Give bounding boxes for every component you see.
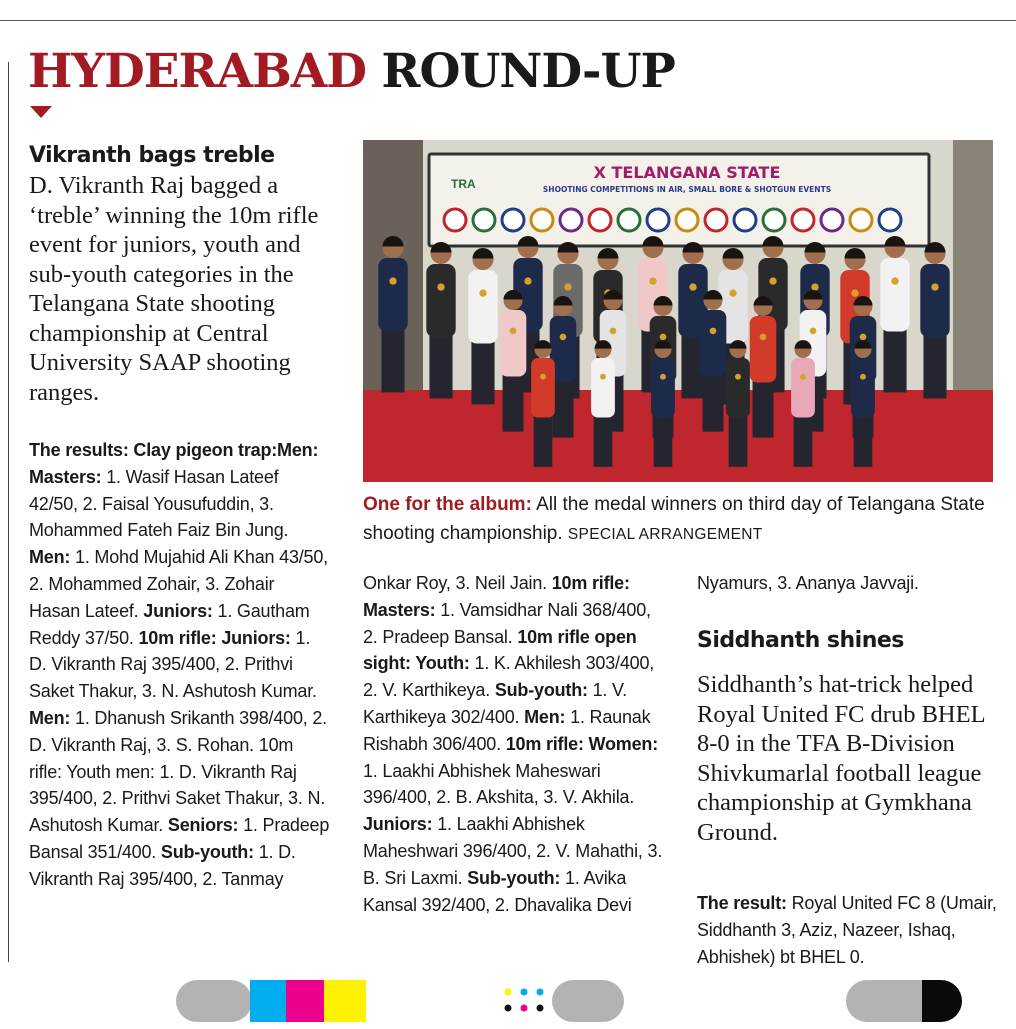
group-photo-illustration bbox=[363, 140, 993, 482]
medal-icon bbox=[479, 289, 486, 296]
medal-icon bbox=[811, 283, 818, 290]
sponsor-logo-icon bbox=[589, 209, 611, 231]
photo-stage-floor bbox=[363, 390, 993, 482]
reg-dot bbox=[521, 989, 528, 996]
person-figure bbox=[591, 340, 615, 467]
banner-subtitle: SHOOTING COMPETITIONS IN AIR, SMALL BORE & SHOTGUN EVENTS bbox=[542, 185, 832, 194]
results-text: 1. Vamsidhar Nali 368/400, 2. Pradeep Bansal. bbox=[363, 599, 651, 647]
person-legs bbox=[883, 329, 906, 392]
person-figure bbox=[531, 340, 555, 467]
medal-icon bbox=[860, 334, 867, 341]
results-category-label: 10m rifle: Masters: bbox=[363, 573, 630, 620]
person-legs bbox=[381, 329, 404, 392]
medal-icon bbox=[564, 283, 571, 290]
medal-icon bbox=[710, 328, 717, 335]
person-body bbox=[426, 264, 455, 338]
story1-lead: D. Vikranth Raj bagged a ‘treble’ winning the 10m rifle event for juniors, youth and sub-youth categories in the Telangana State shooting championship at Central University SAAP shooting ranges. bbox=[29, 172, 319, 406]
caption-credit: SPECIAL ARRANGEMENT bbox=[567, 526, 763, 543]
person-legs bbox=[503, 375, 524, 432]
sponsor-logo-icon bbox=[444, 209, 466, 231]
results-category-label: Men: bbox=[524, 706, 566, 727]
medal-icon bbox=[689, 283, 696, 290]
banner-logo: TRA bbox=[451, 177, 476, 191]
story1-results-col1 bbox=[29, 437, 330, 893]
person-legs bbox=[594, 416, 613, 467]
medal-icon bbox=[769, 277, 776, 284]
sponsor-logo-icon bbox=[734, 209, 756, 231]
person-body bbox=[726, 358, 750, 418]
results-text: 1. Laakhi Abhishek Maheswari 396/400, 2. B. Akshita, 3. V. Akhila. bbox=[363, 760, 635, 808]
results-category-label: 10m rifle open sight: Youth: bbox=[363, 626, 637, 674]
results-category-label: Men: Masters: bbox=[29, 440, 319, 487]
story1-results-col2 bbox=[363, 570, 663, 918]
person-body bbox=[700, 310, 727, 377]
person-figure bbox=[920, 242, 949, 398]
person-figure bbox=[726, 340, 750, 467]
person-figure bbox=[700, 290, 727, 432]
person-body bbox=[851, 358, 875, 418]
medal-icon bbox=[800, 374, 806, 380]
medal-icon bbox=[649, 277, 656, 284]
person-body bbox=[791, 358, 815, 418]
sponsor-logo-icon bbox=[850, 209, 872, 231]
medal-icon bbox=[729, 289, 736, 296]
registration-black-bar bbox=[846, 980, 962, 1022]
person-legs bbox=[854, 416, 873, 467]
headline-city: HYDERABAD bbox=[28, 44, 367, 99]
reg-magenta-swatch bbox=[286, 980, 324, 1022]
sponsor-logo-icon bbox=[502, 209, 524, 231]
headline-triangle-icon bbox=[30, 106, 52, 118]
results-category-label: Seniors: bbox=[167, 815, 239, 836]
person-legs bbox=[794, 416, 813, 467]
medal-icon bbox=[600, 374, 606, 380]
reg-gray-pill bbox=[176, 980, 252, 1022]
results-text: 1. Raunak Rishabh 306/400. bbox=[363, 706, 651, 754]
story2-result-label: The result: bbox=[697, 893, 787, 913]
medal-icon bbox=[851, 289, 858, 296]
sponsor-logo-icon bbox=[531, 209, 553, 231]
person-body bbox=[500, 310, 527, 377]
top-rule bbox=[0, 20, 1016, 21]
story2-result-text: Royal United FC 8 (Umair, Siddhanth 3, Aziz, Nazeer, Ishaq, Abhishek) bt BHEL 0. bbox=[697, 893, 997, 967]
sponsor-logo-icon bbox=[821, 209, 843, 231]
reg-dot bbox=[537, 1005, 544, 1012]
person-figure bbox=[426, 242, 455, 398]
results-text: 1. Mohd Mujahid Ali Khan 43/50, 2. Mohammed Zohair, 3. Zohair Hasan Lateef. bbox=[29, 547, 328, 621]
person-figure bbox=[651, 340, 675, 467]
results-text: Onkar Roy, 3. Neil Jain. bbox=[363, 573, 552, 593]
results-text: 1. D. Vikranth Raj 395/400, 2. Prithvi Saket Thakur, 3. N. Ashutosh Kumar. bbox=[29, 627, 317, 702]
results-text: 1. Pradeep Bansal 351/400. bbox=[29, 815, 330, 862]
person-body bbox=[531, 358, 555, 418]
story2-title: Siddhanth shines bbox=[697, 628, 904, 653]
reg-dot bbox=[521, 1005, 528, 1012]
person-body bbox=[378, 258, 407, 332]
sponsor-logo-icon bbox=[705, 209, 727, 231]
results-text: 1. Dhanush Srikanth 398/400, 2. D. Vikranth Raj, 3. S. Rohan. 10m rifle: Youth men: 1. D. Vikranth Raj 395/400, 2. Prithvi Saket Thakur, 3. N. Ashutosh Kumar. bbox=[29, 707, 327, 836]
results-category-label: Men: bbox=[29, 547, 71, 568]
person-body bbox=[920, 264, 949, 338]
person-legs bbox=[471, 341, 494, 404]
sponsor-logo-icon bbox=[879, 209, 901, 231]
caption-text: All the medal winners on third day of Telangana State shooting championship. bbox=[363, 494, 985, 544]
person-figure bbox=[468, 248, 497, 404]
page-headline bbox=[28, 44, 675, 100]
story2-result bbox=[697, 890, 997, 970]
results-category-label: Sub-youth: bbox=[494, 680, 588, 701]
results-text: 1. D. Vikranth Raj 395/400, 2. Tanmay bbox=[29, 841, 296, 889]
results-text: 1. Avika Kansal 392/400, 2. Dhavalika Devi bbox=[363, 867, 632, 915]
sponsor-logo-icon bbox=[792, 209, 814, 231]
medal-icon bbox=[437, 283, 444, 290]
sponsor-logo-icon bbox=[473, 209, 495, 231]
person-figure bbox=[378, 236, 407, 392]
medal-icon bbox=[760, 334, 767, 341]
registration-dots bbox=[502, 980, 626, 1022]
medal-icon bbox=[891, 277, 898, 284]
group-photo bbox=[363, 140, 993, 482]
medal-icon bbox=[735, 374, 741, 380]
reg-gray-pill-overlap bbox=[886, 980, 922, 1022]
person-body bbox=[468, 270, 497, 344]
left-rule bbox=[8, 62, 9, 962]
results-text: 1. V. Karthikeya 302/400. bbox=[363, 680, 627, 727]
banner-title: X TELANGANA STATE bbox=[593, 163, 781, 182]
photo-caption bbox=[363, 490, 1003, 549]
story1-results-col3: Nyamurs, 3. Ananya Javvaji. bbox=[697, 573, 919, 593]
results-text: 1. Gautham Reddy 37/50. bbox=[29, 600, 310, 648]
medal-icon bbox=[931, 283, 938, 290]
results-text: 1. Wasif Hasan Lateef 42/50, 2. Faisal Yousufuddin, 3. Mohammed Fateh Faiz Bin Jung. bbox=[29, 466, 289, 541]
person-body bbox=[880, 258, 909, 332]
medal-icon bbox=[810, 328, 817, 335]
results-category-label: Sub-youth: bbox=[160, 841, 254, 862]
color-registration-bar bbox=[176, 980, 366, 1022]
person-legs bbox=[429, 335, 452, 398]
person-legs bbox=[553, 381, 574, 438]
medal-icon bbox=[610, 328, 617, 335]
person-legs bbox=[729, 416, 748, 467]
person-legs bbox=[654, 416, 673, 467]
reg-dot bbox=[505, 1005, 512, 1012]
results-category-label: Juniors: bbox=[363, 814, 433, 835]
person-legs bbox=[703, 375, 724, 432]
results-text: 1. Laakhi Abhishek Maheshwari 396/400, 2. V. Mahathi, 3. B. Sri Laxmi. bbox=[363, 814, 663, 888]
results-category-label: Sub-youth: bbox=[467, 867, 561, 888]
reg-dot bbox=[537, 989, 544, 996]
results-category-label: 10m rifle: Juniors: bbox=[138, 627, 291, 648]
reg-gray-pill bbox=[552, 980, 624, 1022]
results-category-label: Men: bbox=[29, 707, 71, 728]
person-figure bbox=[791, 340, 815, 467]
medal-icon bbox=[560, 334, 567, 341]
results-category-label: Juniors: bbox=[143, 600, 213, 621]
person-legs bbox=[753, 381, 774, 438]
story1-title: Vikranth bags treble bbox=[29, 143, 275, 168]
person-figure bbox=[750, 296, 777, 438]
medal-icon bbox=[860, 374, 866, 380]
results-category-label: 10m rifle: Women: bbox=[505, 733, 659, 754]
sponsor-logo-icon bbox=[763, 209, 785, 231]
results-text: 1. K. Akhilesh 303/400, 2. V. Karthikeya. bbox=[363, 653, 655, 701]
story2-lead: Siddhanth’s hat-trick helped Royal United FC drub BHEL 8-0 in the TFA B-Division Shivkumarlal football league championship at Gymkhana Ground. bbox=[697, 671, 985, 846]
sponsor-logo-icon bbox=[560, 209, 582, 231]
medal-icon bbox=[524, 277, 531, 284]
medal-icon bbox=[660, 374, 666, 380]
results-heading: The results: Clay pigeon trap: bbox=[29, 440, 278, 460]
sponsor-logo-icon bbox=[647, 209, 669, 231]
person-figure bbox=[880, 236, 909, 392]
person-figure bbox=[500, 290, 527, 432]
person-legs bbox=[923, 335, 946, 398]
headline-roundup: ROUND-UP bbox=[381, 44, 675, 99]
medal-icon bbox=[660, 334, 667, 341]
medal-icon bbox=[389, 277, 396, 284]
reg-yellow-swatch bbox=[324, 980, 366, 1022]
reg-cyan-swatch bbox=[250, 980, 288, 1022]
person-body bbox=[651, 358, 675, 418]
medal-icon bbox=[510, 328, 517, 335]
sponsor-logo-icon bbox=[618, 209, 640, 231]
person-figure bbox=[851, 340, 875, 467]
person-body bbox=[591, 358, 615, 418]
caption-bold: One for the album: bbox=[363, 494, 532, 515]
sponsor-logo-icon bbox=[676, 209, 698, 231]
person-body bbox=[750, 316, 777, 383]
person-legs bbox=[534, 416, 553, 467]
reg-dot bbox=[505, 989, 512, 996]
medal-icon bbox=[540, 374, 546, 380]
